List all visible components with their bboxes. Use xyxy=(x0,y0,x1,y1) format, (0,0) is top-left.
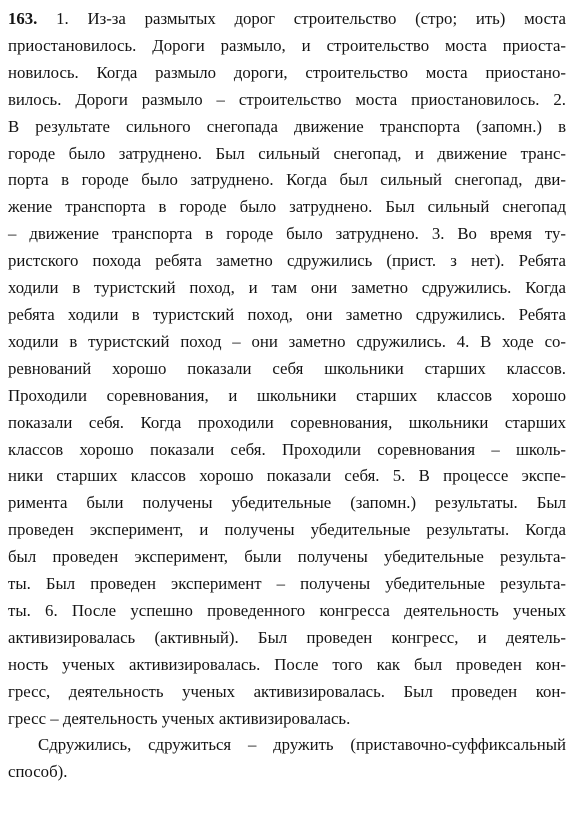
text-line: В результате сильного снегопада движение транспорта (запомн.) в xyxy=(8,116,566,136)
text-line: гресс – деятельность ученых активизировалась. xyxy=(8,708,351,728)
text-line: городе было затруднено. Был сильный снегопад, и движение транс- xyxy=(8,143,566,163)
exercise-number: 163. xyxy=(8,9,38,28)
text-line: порта в городе было затруднено. Когда был сильный снегопад, дви- xyxy=(8,170,566,190)
text-line: гресс, деятельность ученых активизировалась. Был проведен кон- xyxy=(8,681,566,701)
text-line: ность ученых активизировалась. После того как был проведен кон- xyxy=(8,654,566,674)
text-line: ходили в туристский поход, и там они заметно сдружились. Когда xyxy=(8,278,566,298)
text-line: ристского похода ребята заметно сдружились (прист. з нет). Ребята xyxy=(8,251,566,271)
text-line: ребята ходили в туристский поход, они заметно сдружились. Ребята xyxy=(8,304,566,324)
text-line: активизировалась (активный). Был проведен конгресс, и деятель- xyxy=(8,627,566,647)
text-line: ревнований хорошо показали себя школьники старших классов. xyxy=(8,358,566,378)
text-line: был проведен эксперимент, были получены убедительные результа- xyxy=(8,547,566,567)
text-line: ты. 6. После успешно проведенного конгресса деятельность ученых xyxy=(8,600,566,620)
text-line: ники старших классов хорошо показали себя. 5. В процессе экспе- xyxy=(8,466,566,486)
text-line-content: 1. Из-за размытых дорог строительство (стро; ить) моста xyxy=(56,9,566,28)
text-line: новилось. Когда размыло дороги, строительство моста приостано- xyxy=(8,62,566,82)
text-line: римента были получены убедительные (запомн.) результаты. Был xyxy=(8,493,566,513)
text-line: жение транспорта в городе было затруднено. Был сильный снегопад xyxy=(8,197,566,217)
text-line: приостановилось. Дороги размыло, и строительство моста приоста- xyxy=(8,35,566,55)
text-line: – движение транспорта в городе было затруднено. 3. Во время ту- xyxy=(8,224,566,244)
text-line: ты. Был проведен эксперимент – получены убедительные результа- xyxy=(8,574,566,594)
text-line: показали себя. Когда проходили соревнования, школьники старших xyxy=(8,412,566,432)
exercise-text xyxy=(8,6,566,786)
text-line: ходили в туристский поход – они заметно сдружились. 4. В ходе со- xyxy=(8,331,566,351)
text-line: вилось. Дороги размыло – строительство моста приостановилось. 2. xyxy=(8,89,566,109)
text-line: проведен эксперимент, и получены убедительные результаты. Когда xyxy=(8,520,566,540)
morpheme-analysis-line: способ). xyxy=(8,762,68,782)
text-line xyxy=(8,6,566,33)
morpheme-analysis-line: Сдружились, сдружиться – дружить (приставочно-суффиксальный xyxy=(38,735,566,755)
text-line: Проходили соревнования, и школьники старших классов хорошо xyxy=(8,385,566,405)
text-line: классов хорошо показали себя. Проходили соревнования – школь- xyxy=(8,439,566,459)
